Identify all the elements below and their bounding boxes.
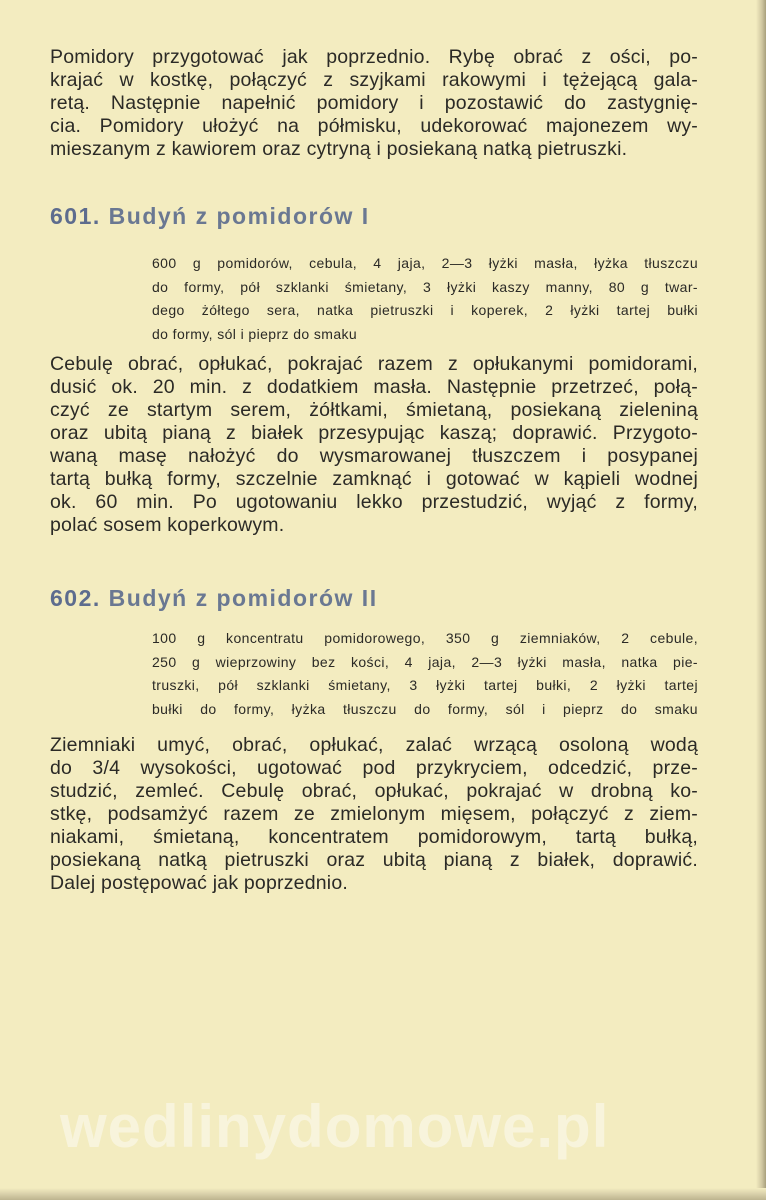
text-line: posiekaną natką pietruszki oraz ubitą pianą z białek, doprawić. [50, 849, 698, 871]
text-line: krajać w kostkę, połączyć z szyjkami rakowymi i tężejącą gala- [50, 69, 698, 91]
text-line: ok. 60 min. Po ugotowaniu lekko przestudzić, wyjąć z formy, [50, 491, 698, 513]
text-line: Cebulę obrać, opłukać, pokrajać razem z opłukanymi pomidorami, [50, 353, 698, 375]
ingredient-line: 100 g koncentratu pomidorowego, 350 g ziemniaków, 2 cebule, [152, 630, 698, 646]
watermark: wedlinydomowe.pl [60, 1093, 610, 1160]
text-line: do 3/4 wysokości, ugotować pod przykryciem, odcedzić, prze- [50, 757, 698, 779]
ingredient-line: 600 g pomidorów, cebula, 4 jaja, 2—3 łyżki masła, łyżka tłuszczu [152, 255, 698, 271]
text-line: niakami, śmietaną, koncentratem pomidorowym, tartą bułką, [50, 826, 698, 848]
text-line: Pomidory przygotować jak poprzednio. Rybę obrać z ości, po- [50, 46, 698, 68]
text-line: retą. Następnie napełnić pomidory i pozostawić do zastygnię- [50, 92, 698, 114]
recipe-number: 601. [50, 203, 101, 229]
recipe-601-method [50, 353, 698, 537]
text-line: studzić, zemleć. Cebulę obrać, opłukać, pokrajać w drobną ko- [50, 780, 698, 802]
text-line: oraz ubitą pianą z białek przesypując kaszą; doprawić. Przygoto- [50, 422, 698, 444]
recipe-601-ingredients [152, 252, 698, 346]
ingredient-line: do formy, sól i pieprz do smaku [152, 325, 358, 342]
recipe-601-heading [50, 203, 370, 230]
ingredient-line: bułki do formy, łyżka tłuszczu do formy, sól i pieprz do smaku [152, 700, 698, 717]
text-line: dusić ok. 20 min. z dodatkiem masła. Następnie przetrzeć, połą- [50, 376, 698, 398]
text-line: tartą bułką formy, szczelnie zamknąć i gotować w kąpieli wodnej [50, 468, 698, 490]
text-line: Ziemniaki umyć, obrać, opłukać, zalać wrzącą osoloną wodą [50, 734, 698, 756]
recipe-title: Budyń z pomidorów I [108, 203, 370, 229]
text-line: stkę, podsamżyć razem ze zmielonym mięsem, połączyć z ziem- [50, 803, 698, 825]
recipe-number: 602. [50, 585, 101, 611]
recipe-602-ingredients [152, 627, 698, 721]
text-line: polać sosem koperkowym. [50, 514, 285, 536]
ingredient-line: dego żółtego sera, natka pietruszki i koperek, 2 łyżki tartej bułki [152, 302, 698, 318]
ingredient-line: do formy, pół szklanki śmietany, 3 łyżki kaszy manny, 80 g twar- [152, 278, 698, 295]
recipe-602-method [50, 734, 698, 895]
page-edge-bottom [0, 1188, 766, 1200]
recipe-title: Budyń z pomidorów II [108, 585, 378, 611]
recipe-602-heading [50, 585, 378, 612]
page-edge-right [756, 0, 766, 1200]
text-line: Dalej postępować jak poprzednio. [50, 872, 348, 894]
ingredient-line: 250 g wieprzowiny bez kości, 4 jaja, 2—3 łyżki masła, natka pie- [152, 653, 698, 670]
intro-paragraph [50, 46, 698, 161]
text-line: mieszanym z kawiorem oraz cytryną i posiekaną natką pietruszki. [50, 138, 628, 160]
text-line: czyć ze startym serem, żółtkami, śmietaną, posiekaną zieleniną [50, 399, 698, 421]
text-line: waną masę nałożyć do wysmarowanej tłuszczem i posypanej [50, 445, 698, 467]
text-line: cia. Pomidory ułożyć na półmisku, udekorować majonezem wy- [50, 115, 698, 137]
ingredient-line: truszki, pół szklanki śmietany, 3 łyżki tartej bułki, 2 łyżki tartej [152, 677, 698, 693]
